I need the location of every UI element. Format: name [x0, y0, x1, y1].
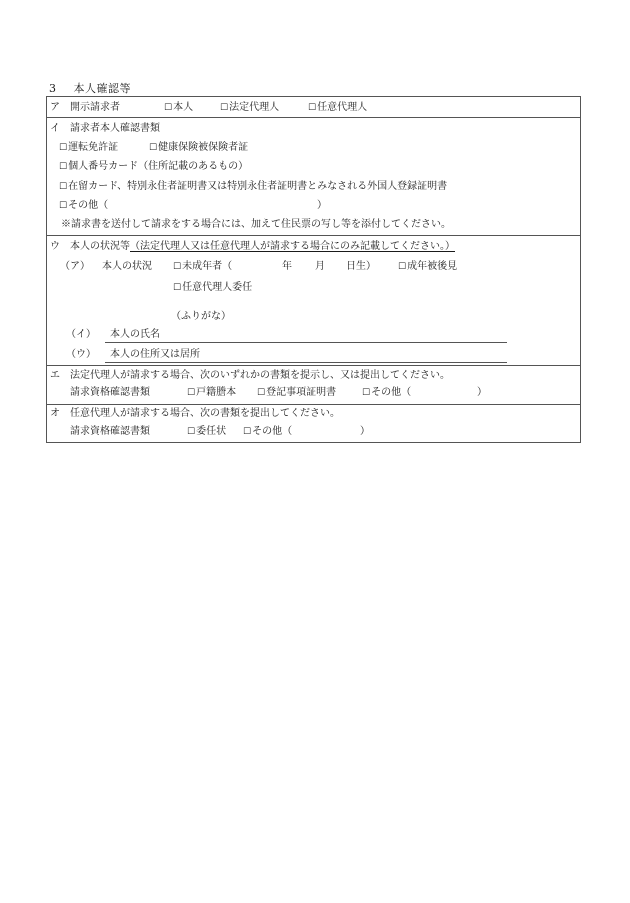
doc-residence-card[interactable]: ☐在留カード、特別永住者証明書又は特別永住者証明書とみなされる外国人登録証明書	[59, 181, 448, 192]
row-i-marker: イ	[50, 123, 60, 134]
option-family-register[interactable]: ☐戸籍謄本	[187, 387, 237, 398]
principal-situation-label: 本人の状況	[102, 261, 152, 272]
mail-request-note: ※請求書を送付して請求をする場合には、加えて住民票の写し等を添付してください。	[61, 219, 451, 230]
checkbox-icon: ☐	[362, 388, 371, 398]
doc-my-number-card[interactable]: ☐個人番号カード（住所記載のあるもの）	[59, 161, 249, 172]
checkbox-icon: ☐	[59, 143, 68, 153]
sub-i-marker: （イ）	[66, 329, 96, 340]
section-title: 本人確認等	[73, 82, 131, 95]
checkbox-icon: ☐	[187, 427, 196, 437]
sub-u-marker: （ウ）	[66, 349, 96, 360]
requester-label: 開示請求者	[70, 102, 120, 113]
sub-a-marker: （ア）	[60, 261, 90, 272]
option-power-of-attorney[interactable]: ☐委任状	[187, 426, 227, 437]
checkbox-icon: ☐	[173, 283, 182, 293]
option-legal-other[interactable]: ☐その他（	[362, 387, 412, 398]
principal-address-label: 本人の住所又は居所	[110, 349, 200, 360]
divider	[47, 404, 580, 405]
principal-name-field[interactable]	[105, 342, 507, 343]
checkbox-icon: ☐	[164, 103, 173, 113]
principal-name-label: 本人の氏名	[110, 329, 160, 340]
row-a-marker: ア	[50, 102, 60, 113]
id-documents-label: 請求者本人確認書類	[70, 123, 160, 134]
furigana-label: （ふりがな）	[171, 311, 231, 322]
row-o-marker: オ	[50, 408, 60, 419]
identity-confirmation-form	[46, 96, 581, 443]
legal-agent-docs-label: 請求資格確認書類	[70, 387, 150, 398]
checkbox-icon: ☐	[187, 388, 196, 398]
doc-health-insurance[interactable]: ☐健康保険被保険者証	[149, 142, 249, 153]
checkbox-icon: ☐	[59, 162, 68, 172]
option-self[interactable]: ☐本人	[164, 102, 194, 113]
option-registry-certificate[interactable]: ☐登記事項証明書	[257, 387, 337, 398]
checkbox-icon: ☐	[59, 182, 68, 192]
row-u-marker: ウ	[50, 241, 60, 252]
legal-agent-instruction: 法定代理人が請求する場合、次のいずれかの書類を提示し、又は提出してください。	[70, 370, 450, 381]
checkbox-icon: ☐	[257, 388, 266, 398]
birth-year-unit: 年	[282, 261, 292, 272]
checkbox-icon: ☐	[243, 427, 252, 437]
doc-other-close: ）	[317, 200, 327, 211]
divider	[47, 365, 580, 366]
option-legal-agent[interactable]: ☐法定代理人	[220, 102, 280, 113]
checkbox-icon: ☐	[398, 262, 407, 272]
doc-other[interactable]: ☐その他（	[59, 200, 109, 211]
checkbox-icon: ☐	[149, 143, 158, 153]
checkbox-icon: ☐	[173, 262, 182, 272]
option-minor[interactable]: ☐未成年者（	[173, 261, 233, 272]
option-voluntary-other[interactable]: ☐その他（	[243, 426, 293, 437]
checkbox-icon: ☐	[59, 201, 68, 211]
voluntary-agent-docs-label: 請求資格確認書類	[70, 426, 150, 437]
birth-day-unit: 日生）	[346, 261, 376, 272]
doc-drivers-license[interactable]: ☐運転免許証	[59, 142, 119, 153]
option-voluntary-agent[interactable]: ☐任意代理人	[308, 102, 368, 113]
checkbox-icon: ☐	[220, 103, 229, 113]
row-e-marker: エ	[50, 370, 60, 381]
divider	[47, 117, 580, 118]
legal-other-close: ）	[477, 387, 487, 398]
option-adult-ward[interactable]: ☐成年被後見	[398, 261, 458, 272]
voluntary-other-close: ）	[360, 426, 370, 437]
principal-status-label: 本人の状況等（法定代理人又は任意代理人が請求する場合にのみ記載してください。）	[70, 241, 455, 252]
divider	[47, 235, 580, 236]
birth-month-unit: 月	[315, 261, 325, 272]
option-voluntary-delegation[interactable]: ☐任意代理人委任	[173, 282, 253, 293]
checkbox-icon: ☐	[308, 103, 317, 113]
section-number: 3	[49, 82, 57, 95]
principal-address-field[interactable]	[105, 362, 507, 363]
section-heading	[49, 80, 131, 96]
voluntary-agent-instruction: 任意代理人が請求する場合、次の書類を提出してください。	[70, 408, 340, 419]
principal-status-note: （法定代理人又は任意代理人が請求する場合にのみ記載してください。）	[130, 241, 455, 252]
